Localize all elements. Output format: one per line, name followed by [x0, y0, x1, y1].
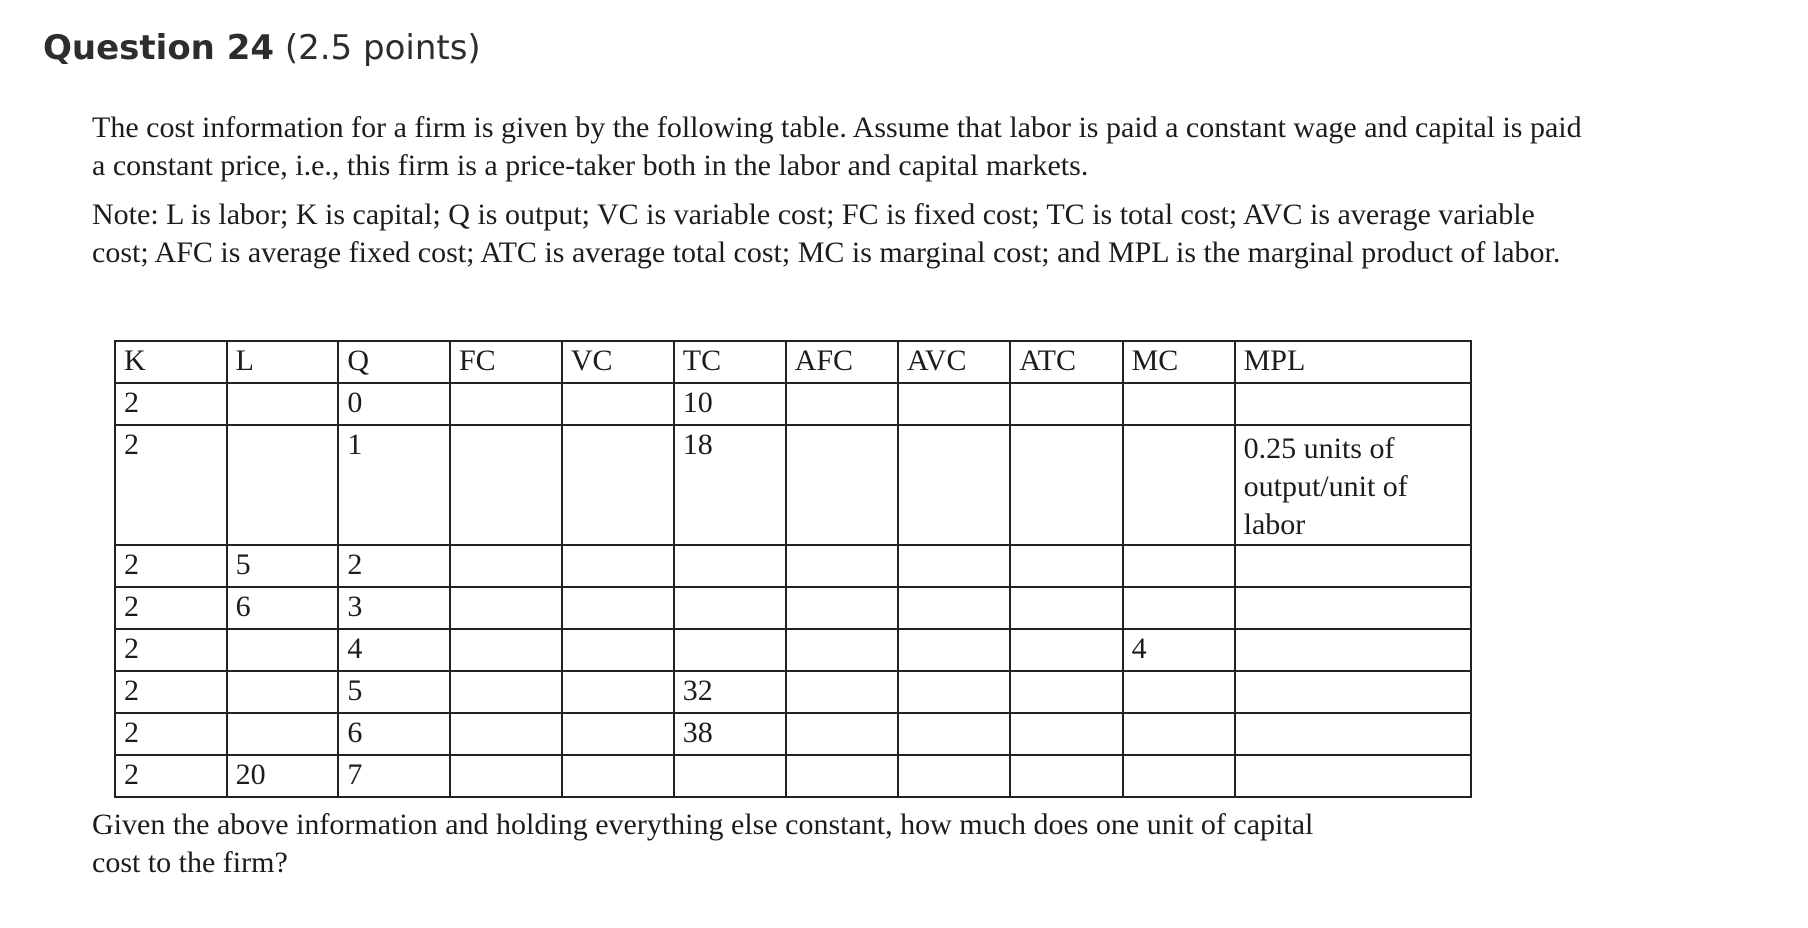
cell-fc: [450, 425, 562, 545]
cell-q: 5: [338, 671, 450, 713]
cell-mc: 4: [1123, 629, 1235, 671]
cell-l: 20: [227, 755, 339, 797]
table-row: [115, 545, 1471, 587]
header-mpl: MPL: [1235, 341, 1471, 383]
cell-avc: [898, 671, 1010, 713]
cell-afc: [786, 755, 898, 797]
cell-afc: [786, 425, 898, 545]
cell-afc: [786, 545, 898, 587]
cell-q: 7: [338, 755, 450, 797]
table-header-row: [115, 341, 1471, 383]
cell-avc: [898, 383, 1010, 425]
cell-atc: [1010, 755, 1122, 797]
cell-tc: 32: [674, 671, 786, 713]
cell-k: 2: [115, 545, 227, 587]
header-mc: MC: [1123, 341, 1235, 383]
cell-mpl: [1235, 383, 1471, 425]
header-afc: AFC: [786, 341, 898, 383]
cell-mpl: [1235, 713, 1471, 755]
header-vc: VC: [562, 341, 674, 383]
question-title: Question 24: [43, 28, 275, 68]
cell-atc: [1010, 671, 1122, 713]
cell-mc: [1123, 713, 1235, 755]
cell-fc: [450, 755, 562, 797]
cell-q: 3: [338, 587, 450, 629]
intro-paragraph: The cost information for a firm is given by the following table. Assume that labor is paid a constant wage and capital is paid a constant price, i.e., this firm is a price-taker both in the labor and capital markets.: [92, 111, 1582, 182]
cell-avc: [898, 755, 1010, 797]
cell-k: 2: [115, 383, 227, 425]
cell-avc: [898, 629, 1010, 671]
cell-vc: [562, 383, 674, 425]
cell-atc: [1010, 545, 1122, 587]
cell-k: 2: [115, 629, 227, 671]
cell-atc: [1010, 587, 1122, 629]
cell-q: 6: [338, 713, 450, 755]
cell-mpl: [1235, 545, 1471, 587]
cell-mc: [1123, 587, 1235, 629]
cell-tc: 10: [674, 383, 786, 425]
cell-q: 1: [338, 425, 450, 545]
table-row: [115, 383, 1471, 425]
cell-afc: [786, 587, 898, 629]
cell-mpl: [1235, 755, 1471, 797]
cell-k: 2: [115, 587, 227, 629]
cell-tc: 38: [674, 713, 786, 755]
cell-l: [227, 425, 339, 545]
cost-table: [114, 340, 1472, 798]
cell-mpl: [1235, 425, 1471, 545]
cell-afc: [786, 671, 898, 713]
cell-k: 2: [115, 671, 227, 713]
cell-mc: [1123, 545, 1235, 587]
header-atc: ATC: [1010, 341, 1122, 383]
cell-avc: [898, 425, 1010, 545]
cell-afc: [786, 383, 898, 425]
table-row: [115, 587, 1471, 629]
cell-atc: [1010, 425, 1122, 545]
cell-l: [227, 383, 339, 425]
cell-fc: [450, 629, 562, 671]
cell-vc: [562, 755, 674, 797]
cell-tc: [674, 755, 786, 797]
header-k: K: [115, 341, 227, 383]
cell-tc: 18: [674, 425, 786, 545]
cell-l: 6: [227, 587, 339, 629]
table-row: [115, 629, 1471, 671]
cell-atc: [1010, 629, 1122, 671]
cell-afc: [786, 629, 898, 671]
table-row: [115, 671, 1471, 713]
cell-fc: [450, 713, 562, 755]
table-row: [115, 425, 1471, 545]
cell-fc: [450, 545, 562, 587]
cell-avc: [898, 713, 1010, 755]
cell-l: [227, 629, 339, 671]
cell-k: 2: [115, 425, 227, 545]
question-prompt: Given the above information and holding everything else constant, how much does one unit of capital cost to the firm?: [92, 808, 1314, 879]
cell-vc: [562, 629, 674, 671]
cell-l: [227, 671, 339, 713]
cell-fc: [450, 383, 562, 425]
question-points: (2.5 points): [284, 28, 481, 68]
cell-tc: [674, 545, 786, 587]
cell-mpl: [1235, 671, 1471, 713]
cell-q: 4: [338, 629, 450, 671]
cell-mc: [1123, 425, 1235, 545]
cell-tc: [674, 629, 786, 671]
cell-k: 2: [115, 713, 227, 755]
cell-mpl: [1235, 629, 1471, 671]
question-header: [43, 28, 481, 68]
table-row: [115, 713, 1471, 755]
cell-tc: [674, 587, 786, 629]
cell-q: 2: [338, 545, 450, 587]
header-avc: AVC: [898, 341, 1010, 383]
cell-vc: [562, 713, 674, 755]
header-fc: FC: [450, 341, 562, 383]
header-q: Q: [338, 341, 450, 383]
cell-l: [227, 713, 339, 755]
cell-atc: [1010, 383, 1122, 425]
header-tc: TC: [674, 341, 786, 383]
mpl-note: 0.25 units of output/unit of labor: [1243, 432, 1408, 541]
cell-afc: [786, 713, 898, 755]
cell-l: 5: [227, 545, 339, 587]
cell-mc: [1123, 671, 1235, 713]
cell-avc: [898, 587, 1010, 629]
cell-atc: [1010, 713, 1122, 755]
cell-avc: [898, 545, 1010, 587]
cell-fc: [450, 587, 562, 629]
table-row: [115, 755, 1471, 797]
cell-k: 2: [115, 755, 227, 797]
cell-mc: [1123, 755, 1235, 797]
cell-q: 0: [338, 383, 450, 425]
cell-vc: [562, 671, 674, 713]
cell-vc: [562, 545, 674, 587]
cell-mc: [1123, 383, 1235, 425]
cell-vc: [562, 425, 674, 545]
header-l: L: [227, 341, 339, 383]
cell-vc: [562, 587, 674, 629]
note-paragraph: Note: L is labor; K is capital; Q is output; VC is variable cost; FC is fixed cost; TC is total cost; AVC is average variable cost; AFC is average fixed cost; ATC is average total cost; MC is marginal cost; and MPL is the marginal product of labor.: [92, 198, 1561, 269]
cell-mpl: [1235, 587, 1471, 629]
cell-fc: [450, 671, 562, 713]
